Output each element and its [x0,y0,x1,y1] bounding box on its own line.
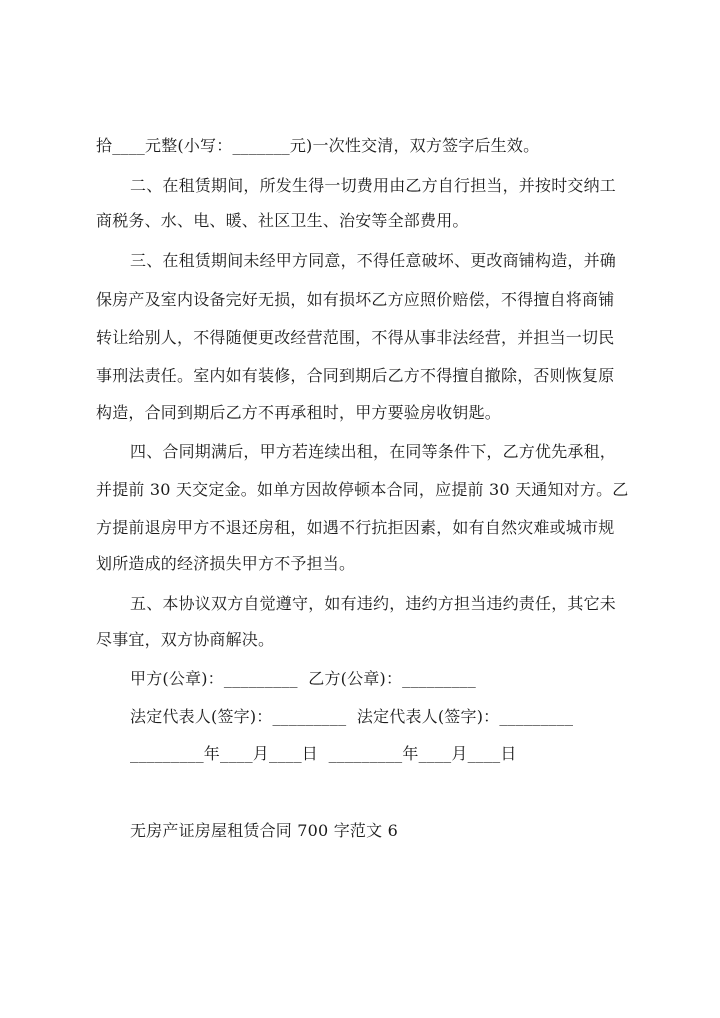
clause-3-line-4: 事刑法责任。室内如有装修，合同到期后乙方不得擅自撤除，否则恢复原 [96,366,615,385]
clause-2-line-1: 二、在租赁期间，所发生得一切费用由乙方自行担当，并按时交纳工 [130,176,617,195]
clause-5-line-2: 尽事宜，双方协商解决。 [96,630,275,649]
clause-4-line-4: 划所造成的经济损失甲方不予担当。 [96,554,356,573]
payment-clause-line: 拾____元整(小写：_______元)一次性交清，双方签字后生效。 [96,136,540,155]
clause-4-line-2: 并提前 30 天交定金。如单方因故停顿本合同，应提前 30 天通知对方。乙 [96,480,629,499]
party-seal-line: 甲方(公章)：_________ 乙方(公章)：_________ [130,669,476,688]
clause-2-line-2: 商税务、水、电、暖、社区卫生、治安等全部费用。 [96,211,469,230]
clause-4-line-3: 方提前退房甲方不退还房租，如遇不行抗拒因素，如有自然灾难或城市规 [96,518,615,537]
signing-date-line: _________年____月____日 _________年____月____日 [130,744,517,763]
clause-5-line-1: 五、本协议双方自觉遵守，如有违约，违约方担当违约责任，其它未 [130,594,617,613]
clause-3-line-2: 保房产及室内设备完好无损，如有损坏乙方应照价赔偿，不得擅自将商铺 [96,290,615,309]
clause-4-line-1: 四、合同期满后，甲方若连续出租，在同等条件下，乙方优先承租， [130,442,617,461]
next-section-title: 无房产证房屋租赁合同 700 字范文 6 [130,821,398,840]
legal-rep-signature-line: 法定代表人(签字)：_________ 法定代表人(签字)：_________ [130,707,574,726]
clause-3-line-1: 三、在租赁期间未经甲方同意，不得任意破坏、更改商铺构造，并确 [130,251,617,270]
clause-3-line-5: 构造，合同到期后乙方不再承租时，甲方要验房收钥匙。 [96,403,502,422]
clause-3-line-3: 转让给别人，不得随便更改经营范围，不得从事非法经营，并担当一切民 [96,328,615,347]
